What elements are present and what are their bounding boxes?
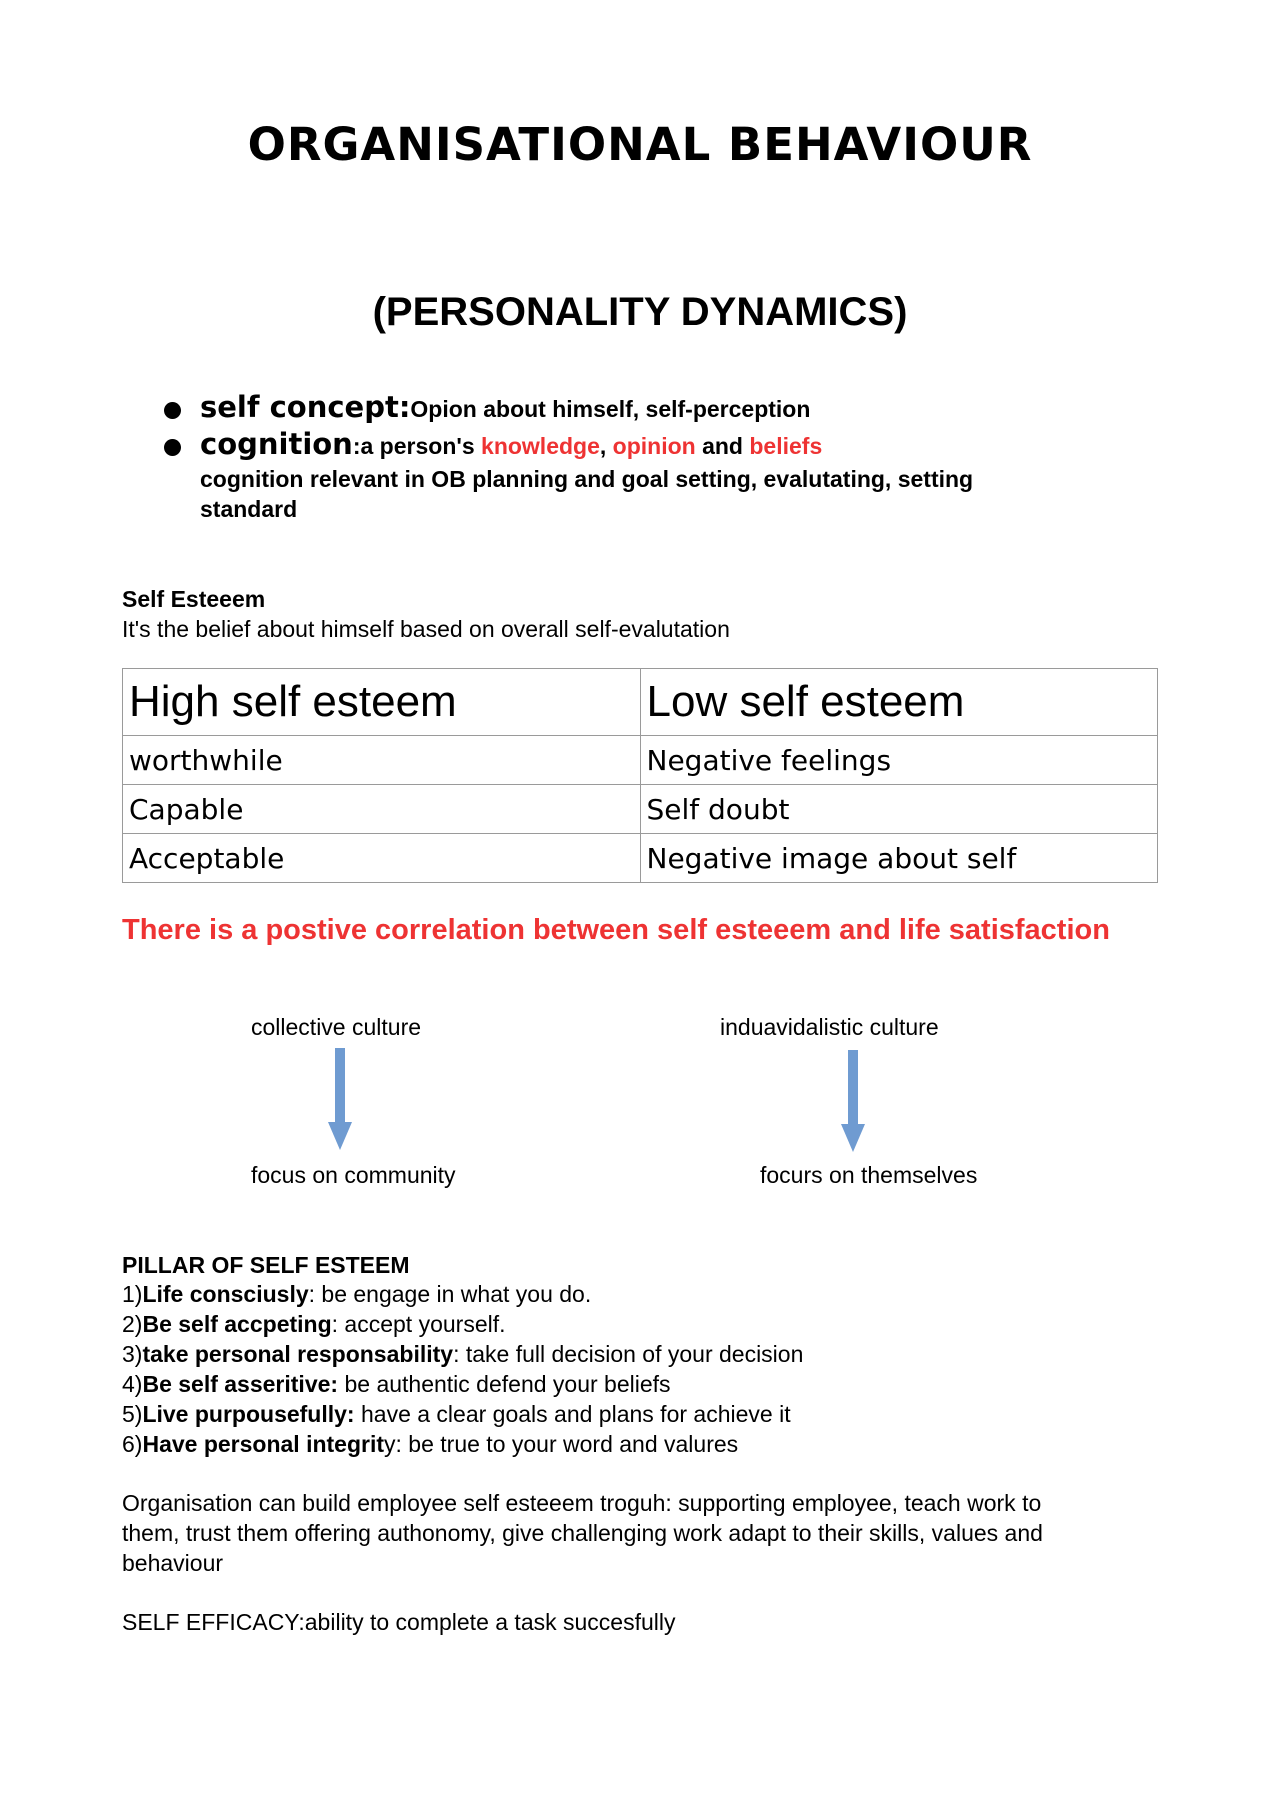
pillar-title: Be self asseritive: [142,1371,339,1397]
organisation-paragraph-line: behaviour [122,1550,224,1576]
pillar-number: 5) [122,1401,143,1427]
self-esteem-table [122,668,1158,883]
page-title: ORGANISATIONAL BEHAVIOUR [247,118,1033,171]
table-cell: Self doubt [640,785,1158,834]
pillar-number: 6) [122,1431,143,1457]
comma: , [599,433,613,459]
pillar-description: : be engage in what you do. [308,1281,592,1307]
table-cell: Acceptable [123,834,641,883]
table-cell: Capable [123,785,641,834]
focus-themselves-label: focurs on themselves [760,1162,978,1188]
pillar-item [122,1431,738,1458]
pillars-heading: PILLAR OF SELF ESTEEM [122,1252,410,1278]
opinion-word: opinion [612,433,696,459]
collective-culture-label: collective culture [251,1014,422,1040]
pillar-title: Be self accpeting [142,1311,332,1337]
self-esteem-definition: It's the belief about himself based on overall self-evalutation [122,616,730,642]
and-word: and [695,433,750,459]
individualistic-culture-label: induavidalistic culture [720,1014,939,1040]
beliefs-word: beliefs [749,433,823,459]
self-concept-text: Opion about himself, self-perception [410,396,811,422]
organisation-paragraph-line: them, trust them offering authonomy, give challenging work adapt to their skills, values and [122,1520,1043,1546]
table-header-high: High self esteem [123,669,641,736]
pillar-title: Life consciusly [142,1281,309,1307]
self-esteem-heading: Self Esteeem [122,586,266,612]
bullet-self-concept [200,390,810,424]
bullet-icon [164,439,181,456]
page-subtitle: (PERSONALITY DYNAMICS) [372,290,908,334]
self-efficacy-line: SELF EFFICACY:ability to complete a task succesfully [122,1609,676,1635]
table-cell: Negative image about self [640,834,1158,883]
cognition-line-2: cognition relevant in OB planning and goal setting, evalutating, setting [200,466,974,492]
table-row [123,834,1158,883]
pillar-title: Live purpousefully: [142,1401,355,1427]
pillar-title: Have personal integrit [142,1431,385,1457]
self-concept-term: self concept: [200,390,411,424]
table-header-row [123,669,1158,736]
pillar-description: : take full decision of your decision [453,1341,804,1367]
pillar-description: : accept yourself. [331,1311,506,1337]
cognition-line-3: standard [200,496,298,522]
cognition-term: cognition [200,427,353,461]
pillar-description: have a clear goals and plans for achieve it [354,1401,791,1427]
down-arrow-icon [326,1048,354,1152]
pillar-number: 2) [122,1311,143,1337]
pillar-item [122,1371,671,1398]
down-arrow-icon [839,1050,867,1154]
knowledge-word: knowledge [481,433,600,459]
pillar-item [122,1311,506,1338]
pillar-description: y: be true to your word and valures [384,1431,739,1457]
table-header-low: Low self esteem [640,669,1158,736]
focus-community-label: focus on community [251,1162,456,1188]
cognition-text: :a person's [352,433,482,459]
bullet-cognition [200,427,822,461]
bullet-icon [164,402,181,419]
correlation-statement: There is a postive correlation between self esteeem and life satisfaction [122,914,1110,946]
pillar-number: 3) [122,1341,143,1367]
pillar-number: 1) [122,1281,143,1307]
table-cell: worthwhile [123,736,641,785]
table-row [123,785,1158,834]
pillar-item [122,1341,803,1368]
organisation-paragraph-line: Organisation can build employee self esteeem troguh: supporting employee, teach work to [122,1490,1042,1516]
table-row [123,736,1158,785]
pillar-item [122,1281,591,1308]
pillar-item [122,1401,791,1428]
pillar-number: 4) [122,1371,143,1397]
pillar-title: take personal responsability [142,1341,454,1367]
pillar-description: be authentic defend your beliefs [338,1371,671,1397]
table-cell: Negative feelings [640,736,1158,785]
